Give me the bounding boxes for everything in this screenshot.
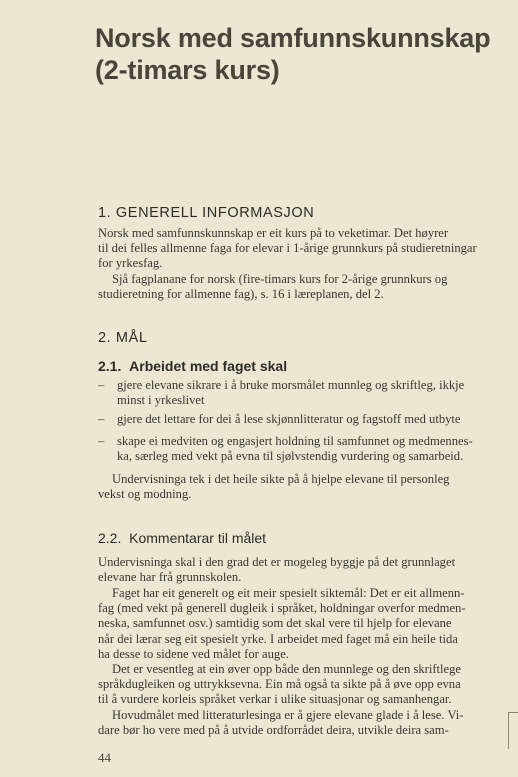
bullet-dash: – <box>98 378 105 392</box>
page-number: 44 <box>98 750 111 765</box>
title-line-1: Norsk med samfunnskunnskap <box>95 23 491 53</box>
text-line: Norsk med samfunnskunnskap er eit kurs på to veketimar. Det høyrer <box>98 226 449 240</box>
text-line: Undervisninga tek i det heile sikte på å hjelpe elevane til personleg <box>112 472 450 486</box>
text-line: til dei felles allmenne faga for elevar i 1-årige grunnkurs på studieretningar <box>98 241 477 256</box>
text-line: minst i yrkeslivet <box>117 393 205 408</box>
section-2-heading: 2. MÅL <box>98 330 148 346</box>
bullet-dash: – <box>98 434 105 448</box>
text-line: Hovudmålet med litteraturlesinga er å gjere elevane glade i å lese. Vi- <box>112 708 464 722</box>
text-line: gjere elevane sikrare i å bruke morsmålet munnleg og skriftleg, ikkje <box>117 378 465 392</box>
text-line: ha desse to sidene ved målet for auge. <box>98 646 289 661</box>
subsection-title: Kommentarar til målet <box>129 530 267 546</box>
section-1-heading: 1. GENERELL INFORMASJON <box>98 205 315 221</box>
text-line: Undervisninga skal i den grad det er mogeleg byggje på det grunnlaget <box>98 555 456 569</box>
subsection-number: 2.2. <box>98 530 122 546</box>
text-line: språkdugleiken og uttrykksevna. Ein må også ta sikte på å øve opp evna <box>98 677 461 692</box>
text-line: til å vurdere korleis språket verkar i ulike situasjonar og samanhengar. <box>98 692 452 707</box>
page-tab-marker <box>508 712 518 749</box>
subsection-number: 2.1. <box>98 358 122 374</box>
text-line: vekst og modning. <box>98 487 192 502</box>
text-line: elevane har frå grunnskolen. <box>98 570 242 585</box>
text-line: for yrkesfag. <box>98 256 163 271</box>
text-line: skape ei medviten og engasjert holdning til samfunnet og medmennes- <box>117 434 473 448</box>
subsection-2-1-closing <box>98 472 506 502</box>
subsection-2-1-heading <box>98 358 287 374</box>
section-1-paragraph-2 <box>98 272 506 302</box>
section-1-paragraph-1 <box>98 226 506 272</box>
text-line: gjere det lettare for dei å lese skjønnlitteratur og fagstoff med utbyte <box>117 412 461 426</box>
subsection-2-2-paragraph-3 <box>98 662 506 708</box>
subsection-2-2-paragraph-4 <box>98 708 506 738</box>
subsection-2-2-heading <box>98 530 266 546</box>
text-line: Faget har eit generelt og eit meir spesielt siktemål: Det er eit allmenn- <box>112 586 465 600</box>
bullet-dash: – <box>98 412 105 426</box>
subsection-2-2-paragraph-2 <box>98 586 506 662</box>
text-line: Sjå fagplanane for norsk (fire-timars kurs for 2-årige grunnkurs og <box>112 272 448 286</box>
text-line: Det er vesentleg at ein øver opp både den munnlege og den skriftlege <box>112 662 462 676</box>
text-line: dare bør ho vere med på å utvide ordforrådet deira, utvikle deira sam- <box>98 723 449 738</box>
subsection-title: Arbeidet med faget skal <box>129 358 288 374</box>
text-line: ka, særleg med vekt på evna til sjølvstendig vurdering og samarbeid. <box>117 449 464 464</box>
page-title <box>95 22 515 86</box>
text-line: fag (med vekt på generell dugleik i språket, holdningar overfor medmen- <box>98 601 466 616</box>
title-line-2: (2-timars kurs) <box>95 55 280 85</box>
text-line: studieretning for allmenne fag), s. 16 i læreplanen, del 2. <box>98 287 384 302</box>
text-line: når dei lærar seg eit spesielt yrke. I arbeidet med faget må ein heile tida <box>98 631 458 646</box>
subsection-2-2-paragraph-1 <box>98 555 506 585</box>
text-line: neska, samfunnet osv.) samtidig som det skal vere til hjelp for elevane <box>98 616 452 631</box>
